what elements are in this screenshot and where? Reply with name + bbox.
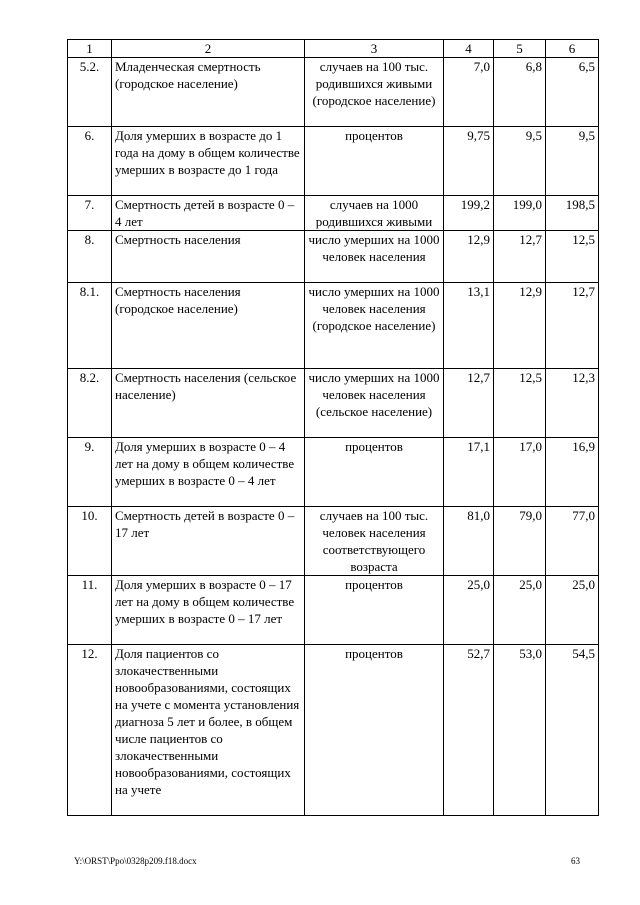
- table-row: [68, 58, 599, 127]
- unit-of-measure: случаев на 100 тыс. человек населения соответствующего возраста: [305, 507, 444, 576]
- value-year-1: 25,0: [444, 576, 494, 645]
- column-number: 5: [494, 40, 546, 58]
- value-year-2: 79,0: [494, 507, 546, 576]
- column-number: 3: [305, 40, 444, 58]
- row-number: 7.: [68, 196, 112, 231]
- table-row: [68, 645, 599, 816]
- page-footer: [74, 856, 580, 866]
- indicator-name: Доля умерших в возрасте 0 – 17 лет на дому в общем количестве умерших в возрасте 0 – 17 лет: [112, 576, 305, 645]
- value-year-3: 54,5: [546, 645, 599, 816]
- value-year-2: 9,5: [494, 127, 546, 196]
- table-body: [68, 40, 599, 816]
- table-row: [68, 231, 599, 283]
- unit-of-measure: число умерших на 1000 человек населения (городское население): [305, 283, 444, 369]
- row-number: 6.: [68, 127, 112, 196]
- unit-of-measure: процентов: [305, 645, 444, 816]
- value-year-1: 12,7: [444, 369, 494, 438]
- unit-of-measure: процентов: [305, 576, 444, 645]
- value-year-3: 198,5: [546, 196, 599, 231]
- value-year-1: 199,2: [444, 196, 494, 231]
- value-year-1: 7,0: [444, 58, 494, 127]
- indicator-name: Смертность населения (городское население): [112, 283, 305, 369]
- row-number: 10.: [68, 507, 112, 576]
- unit-of-measure: процентов: [305, 127, 444, 196]
- value-year-2: 12,7: [494, 231, 546, 283]
- row-number: 8.2.: [68, 369, 112, 438]
- unit-of-measure: процентов: [305, 438, 444, 507]
- value-year-3: 6,5: [546, 58, 599, 127]
- value-year-3: 12,7: [546, 283, 599, 369]
- value-year-2: 25,0: [494, 576, 546, 645]
- indicator-name: Доля пациентов со злокачественными новообразованиями, состоящих на учете с момента установления диагноза 5 лет и более, в общем числе пациентов со злокачественными новообразованиями, состоящих на учете: [112, 645, 305, 816]
- table-row: [68, 438, 599, 507]
- table-row: [68, 507, 599, 576]
- column-number-row: [68, 40, 599, 58]
- value-year-1: 13,1: [444, 283, 494, 369]
- table-row: [68, 283, 599, 369]
- value-year-1: 17,1: [444, 438, 494, 507]
- value-year-2: 6,8: [494, 58, 546, 127]
- unit-of-measure: случаев на 1000 родившихся живыми: [305, 196, 444, 231]
- indicator-name: Смертность детей в возрасте 0 – 17 лет: [112, 507, 305, 576]
- column-number: 1: [68, 40, 112, 58]
- row-number: 12.: [68, 645, 112, 816]
- value-year-2: 53,0: [494, 645, 546, 816]
- row-number: 8.: [68, 231, 112, 283]
- value-year-3: 77,0: [546, 507, 599, 576]
- row-number: 9.: [68, 438, 112, 507]
- column-number: 6: [546, 40, 599, 58]
- table-row: [68, 127, 599, 196]
- table-row: [68, 576, 599, 645]
- column-number: 2: [112, 40, 305, 58]
- indicators-table: [67, 39, 599, 816]
- column-number: 4: [444, 40, 494, 58]
- indicator-name: Смертность населения: [112, 231, 305, 283]
- indicator-name: Доля умерших в возрасте 0 – 4 лет на дому в общем количестве умерших в возрасте 0 – 4 лет: [112, 438, 305, 507]
- value-year-2: 17,0: [494, 438, 546, 507]
- table-row: [68, 369, 599, 438]
- file-path: Y:\ORST\Ppo\0328p209.f18.docx: [74, 856, 197, 866]
- unit-of-measure: число умерших на 1000 человек населения: [305, 231, 444, 283]
- value-year-1: 81,0: [444, 507, 494, 576]
- row-number: 11.: [68, 576, 112, 645]
- table-row: [68, 196, 599, 231]
- row-number: 8.1.: [68, 283, 112, 369]
- value-year-3: 16,9: [546, 438, 599, 507]
- unit-of-measure: число умерших на 1000 человек населения (сельское население): [305, 369, 444, 438]
- value-year-1: 12,9: [444, 231, 494, 283]
- indicator-name: Смертность населения (сельское население): [112, 369, 305, 438]
- indicator-name: Смертность детей в возрасте 0 – 4 лет: [112, 196, 305, 231]
- value-year-2: 12,5: [494, 369, 546, 438]
- value-year-1: 9,75: [444, 127, 494, 196]
- value-year-3: 9,5: [546, 127, 599, 196]
- indicator-name: Доля умерших в возрасте до 1 года на дому в общем количестве умерших в возрасте до 1 года: [112, 127, 305, 196]
- row-number: 5.2.: [68, 58, 112, 127]
- value-year-3: 12,3: [546, 369, 599, 438]
- unit-of-measure: случаев на 100 тыс. родившихся живыми (городское население): [305, 58, 444, 127]
- value-year-2: 12,9: [494, 283, 546, 369]
- page-number: 63: [571, 856, 580, 866]
- value-year-3: 25,0: [546, 576, 599, 645]
- value-year-2: 199,0: [494, 196, 546, 231]
- value-year-3: 12,5: [546, 231, 599, 283]
- indicator-name: Младенческая смертность (городское население): [112, 58, 305, 127]
- value-year-1: 52,7: [444, 645, 494, 816]
